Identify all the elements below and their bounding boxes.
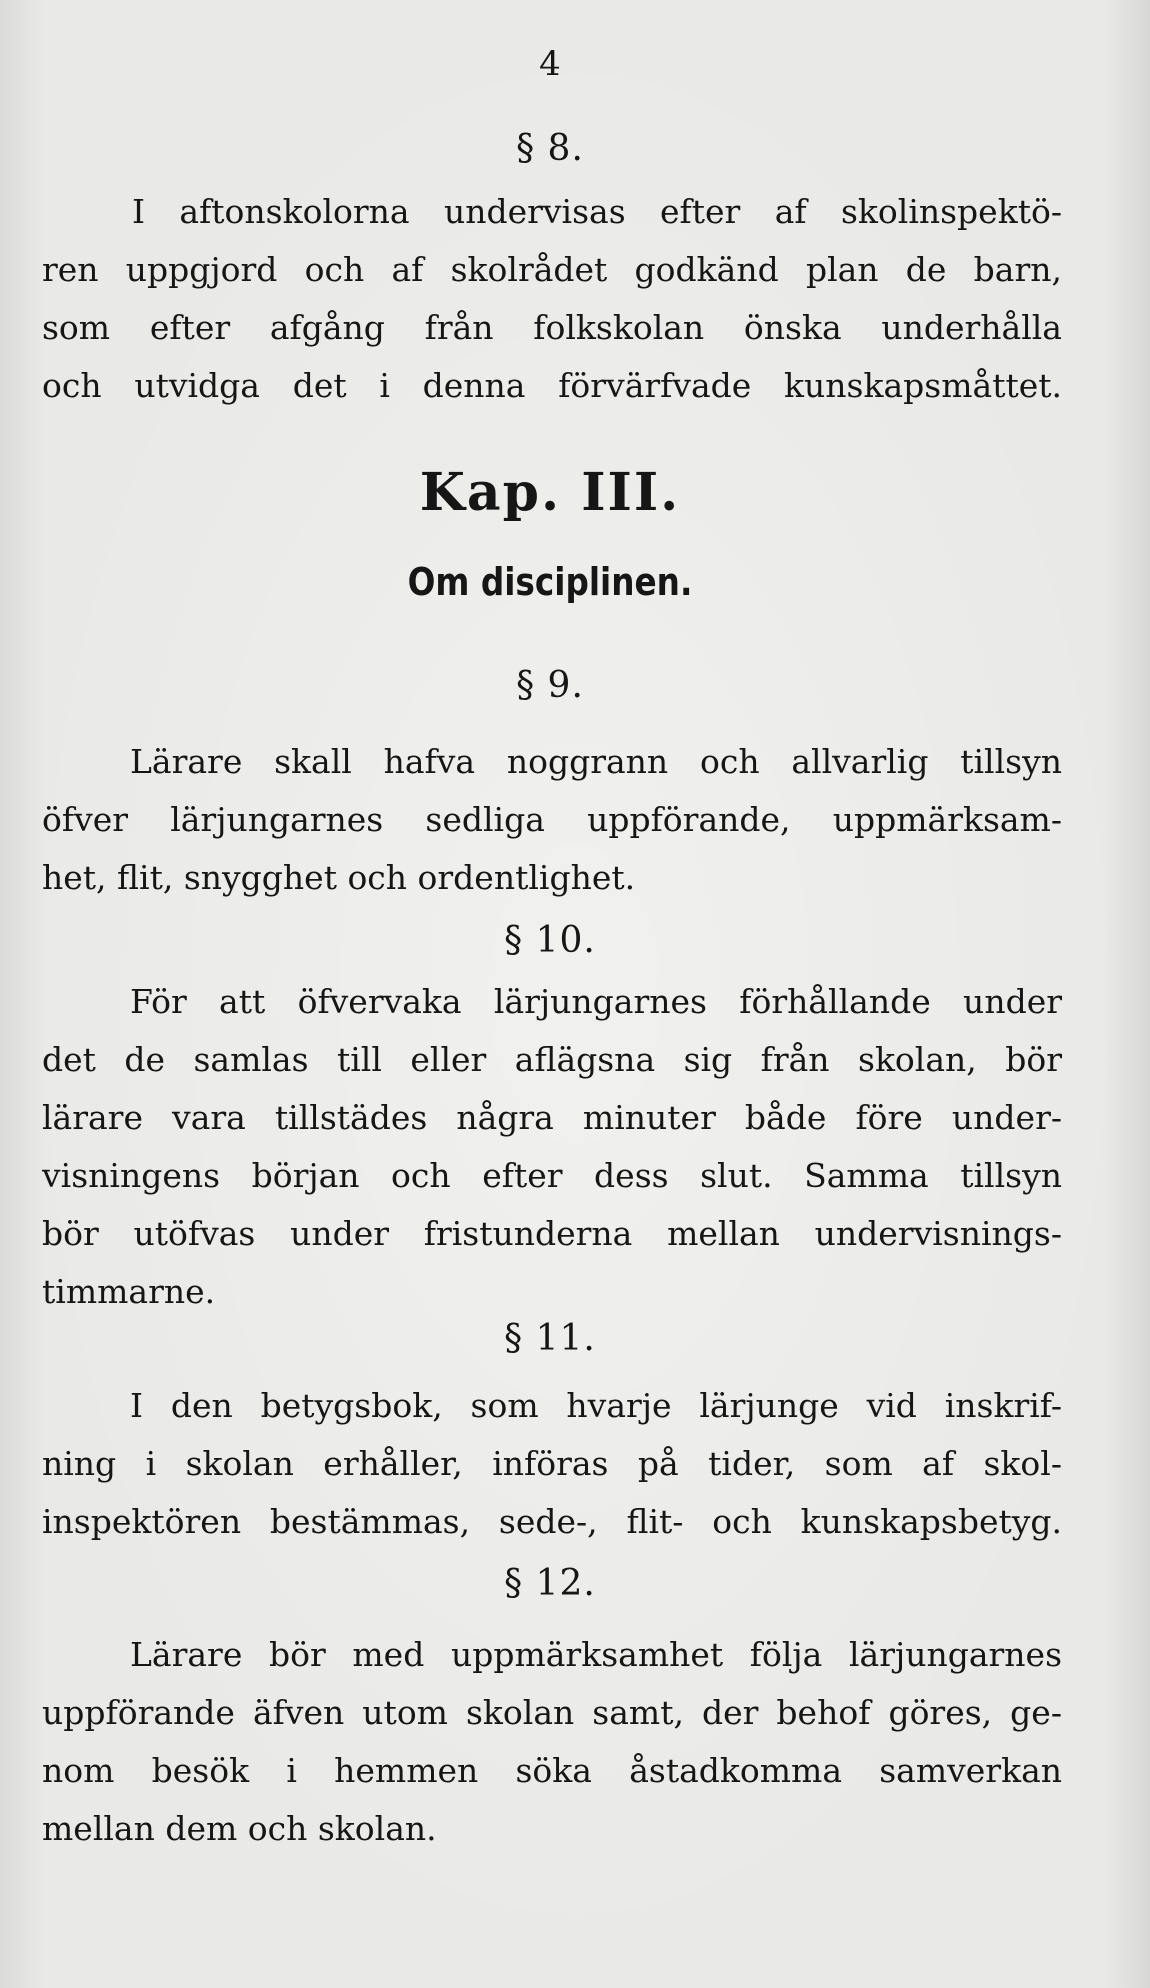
section-9-mark: § 9. (516, 665, 584, 706)
text-line: het, flit, snygghet och ordentlighet. (42, 858, 636, 897)
section-10-paragraph (42, 973, 1062, 1321)
section-10-mark: § 10. (504, 920, 596, 961)
text-line: visningens början och efter dess slut. Samma tillsyn (42, 1156, 1062, 1195)
text-line: uppförande äfven utom skolan samt, der behof göres, ge- (42, 1693, 1062, 1732)
text-line: Lärare bör med uppmärksamhet följa lärjungarnes (130, 1635, 1062, 1674)
text-line: I aftonskolorna undervisas efter af skolinspektö- (132, 192, 1062, 231)
text-line: ning i skolan erhåller, införas på tider, som af skol- (42, 1444, 1062, 1483)
chapter-title: Om disciplinen. (407, 560, 693, 604)
text-line: lärare vara tillstädes några minuter både före under- (42, 1098, 1062, 1137)
text-line: I den betygsbok, som hvarje lärjunge vid inskrif- (130, 1386, 1062, 1425)
text-line: ren uppgjord och af skolrådet godkänd plan de barn, (42, 250, 1062, 289)
section-12-paragraph (42, 1626, 1062, 1858)
text-line: mellan dem och skolan. (42, 1809, 437, 1848)
text-line: som efter afgång från folkskolan önska underhålla (42, 308, 1062, 347)
text-line: bör utöfvas under fristunderna mellan undervisnings- (42, 1214, 1062, 1253)
text-line: inspektören bestämmas, sede-, flit- och kunskapsbetyg. (42, 1502, 1062, 1541)
text-line: Lärare skall hafva noggrann och allvarlig tillsyn (130, 742, 1062, 781)
section-11-paragraph (42, 1377, 1062, 1551)
section-8-paragraph (42, 183, 1062, 415)
page-number: 4 (539, 44, 561, 84)
text-line: timmarne. (42, 1272, 216, 1311)
text-line: och utvidga det i denna förvärfvade kunskapsmåttet. (42, 366, 1062, 405)
text-line: För att öfvervaka lärjungarnes förhållande under (130, 982, 1062, 1021)
section-12-mark: § 12. (504, 1563, 596, 1604)
section-8-mark: § 8. (516, 128, 584, 169)
text-line: det de samlas till eller aflägsna sig från skolan, bör (42, 1040, 1062, 1079)
chapter-heading: Kap. III. (419, 462, 681, 523)
section-11-mark: § 11. (504, 1318, 596, 1359)
text-line: nom besök i hemmen söka åstadkomma samverkan (42, 1751, 1062, 1790)
section-9-paragraph (42, 733, 1062, 907)
text-line: öfver lärjungarnes sedliga uppförande, uppmärksam- (42, 800, 1062, 839)
